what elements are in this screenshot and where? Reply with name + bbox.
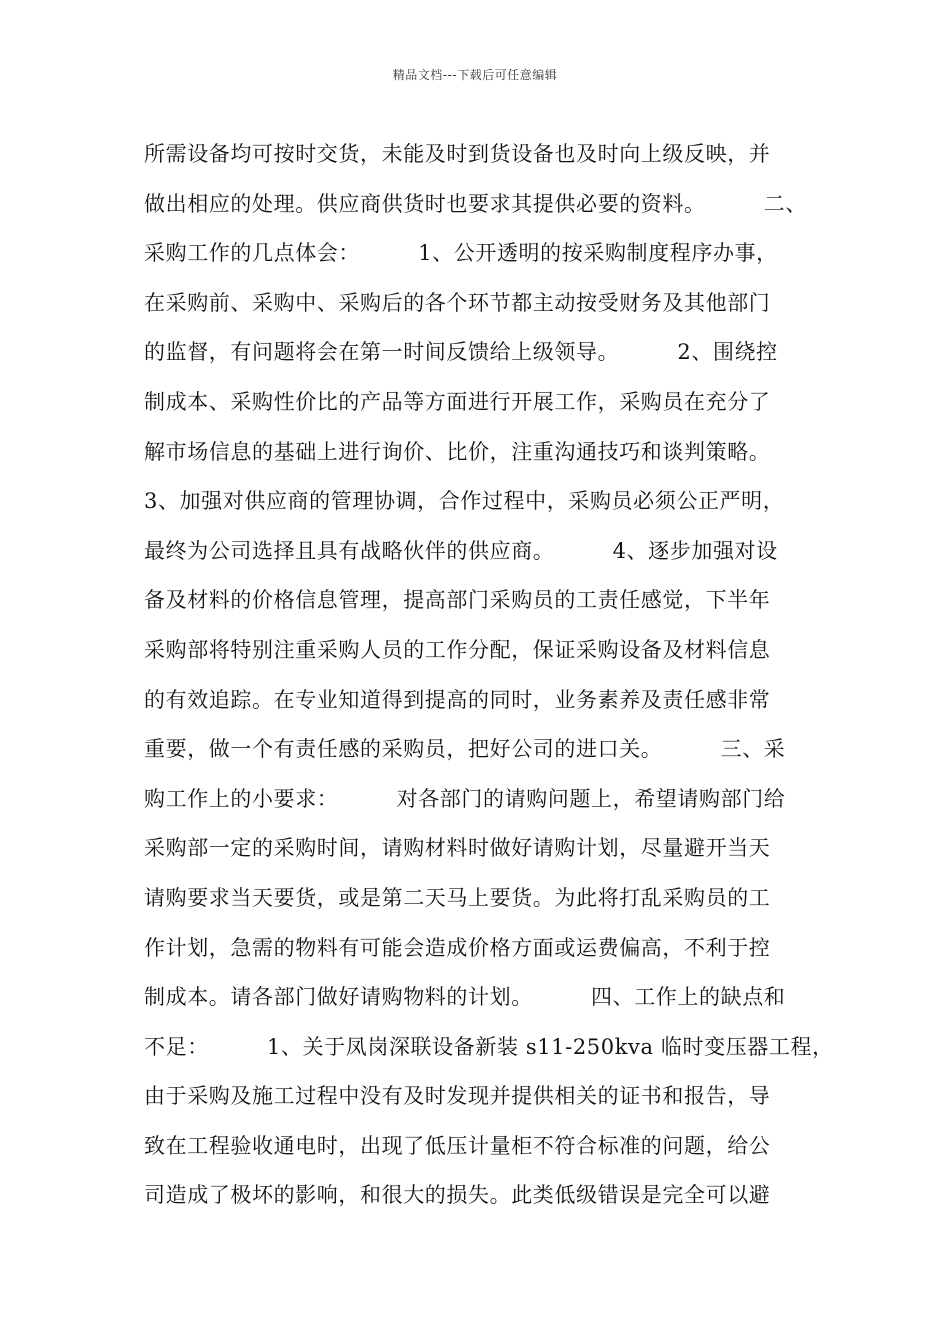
text-line: 采购工作的几点体会： 1、公开透明的按采购制度程序办事， bbox=[144, 241, 778, 266]
text-line: 请购要求当天要货，或是第二天马上要货。为此将打乱采购员的工 bbox=[144, 885, 771, 910]
text-line: 司造成了极坏的影响，和很大的损失。此类低级错误是完全可以避 bbox=[144, 1183, 771, 1208]
text-line: 采购部将特别注重采购人员的工作分配，保证采购设备及材料信息 bbox=[144, 637, 771, 662]
text-line: 所需设备均可按时交货，未能及时到货设备也及时向上级反映，并 bbox=[144, 142, 771, 166]
text-line: 致在工程验收通电时，出现了低压计量柜不符合标准的问题，给公 bbox=[144, 1133, 771, 1158]
text-line: 由于采购及施工过程中没有及时发现并提供相关的证书和报告，导 bbox=[144, 1084, 771, 1109]
text-line: 的有效追踪。在专业知道得到提高的同时，业务素养及责任感非常 bbox=[144, 687, 771, 712]
text-line: 备及材料的价格信息管理，提高部门采购员的工责任感觉，下半年 bbox=[144, 588, 771, 613]
text-line: 最终为公司选择且具有战略伙伴的供应商。 4、逐步加强对设 bbox=[144, 538, 778, 563]
text-line: 在采购前、采购中、采购后的各个环节都主动按受财务及其他部门 bbox=[144, 290, 771, 315]
page-header: 精品文档---下载后可任意编辑 bbox=[392, 68, 558, 82]
text-line: 不足： 1、关于凤岗深联设备新装 s11-250kva 临时变压器工程， bbox=[144, 1034, 834, 1059]
text-line: 3、加强对供应商的管理协调，合作过程中，采购员必须公正严明， bbox=[144, 489, 785, 514]
text-line: 解市场信息的基础上进行询价、比价，注重沟通技巧和谈判策略。 bbox=[144, 439, 771, 464]
text-line: 的监督，有问题将会在第一时间反馈给上级领导。 2、围绕控 bbox=[144, 340, 778, 365]
text-line: 制成本。请各部门做好请购物料的计划。 四、工作上的缺点和 bbox=[144, 985, 786, 1010]
text-line: 重要，做一个有责任感的采购员，把好公司的进口关。 三、采 bbox=[144, 737, 786, 762]
text-line: 作计划，急需的物料有可能会造成价格方面或运费偏高，不利于控 bbox=[144, 935, 771, 960]
text-line: 购工作上的小要求： 对各部门的请购问题上，希望请购部门给 bbox=[144, 786, 786, 811]
text-line: 采购部一定的采购时间，请购材料时做好请购计划，尽量避开当天 bbox=[144, 836, 771, 861]
document-body bbox=[144, 130, 844, 1221]
text-line: 做出相应的处理。供应商供货时也要求其提供必要的资料。 二、 bbox=[144, 191, 807, 216]
text-line: 制成本、采购性价比的产品等方面进行开展工作，采购员在充分了 bbox=[144, 389, 771, 414]
